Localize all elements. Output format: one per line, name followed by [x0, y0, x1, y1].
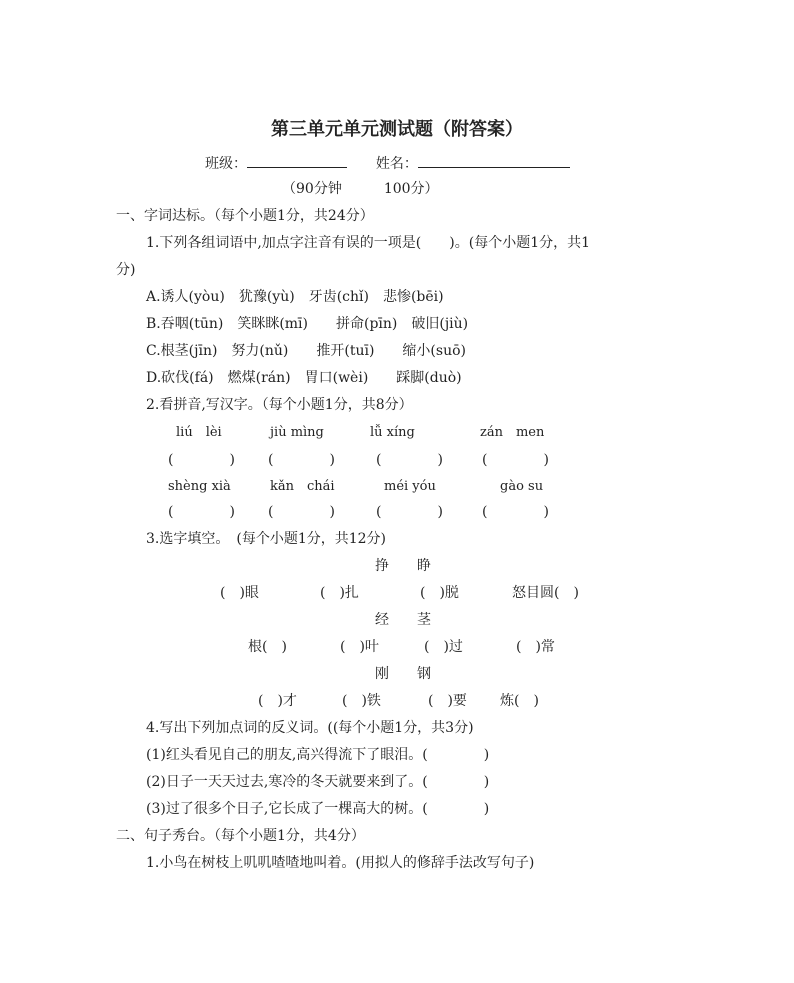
- answer-bracket[interactable]: ( ): [376, 504, 443, 520]
- q3-stem: 3.选字填空。 (每个小题1分，共12分): [146, 531, 387, 547]
- q1-option-d: D.砍伐(fá) 燃煤(rán) 胃口(wèi) 踩脚(duò): [146, 370, 462, 386]
- q3-group1-item-3[interactable]: ( )脱: [420, 585, 459, 601]
- answer-bracket[interactable]: ( ): [268, 452, 335, 468]
- q1-option-a: A.诱人(yòu) 犹豫(yù) 牙齿(chǐ) 悲惨(bēi): [146, 289, 444, 305]
- q3-group2-item-2[interactable]: ( )叶: [340, 639, 379, 655]
- q3-group3-item-2[interactable]: ( )铁: [342, 693, 381, 709]
- q4-item-2: (2)日子一天天过去,寒冷的冬天就要来到了。( ): [146, 774, 490, 790]
- q1-option-c: C.根茎(jīn) 努力(nǔ) 推开(tuī) 缩小(suō): [146, 343, 466, 359]
- answer-bracket[interactable]: ( ): [482, 452, 549, 468]
- q3-group1-item-2[interactable]: ( )扎: [320, 585, 359, 601]
- name-blank[interactable]: [418, 153, 570, 168]
- page-title: 第三单元单元测试题（附答案）: [271, 119, 523, 140]
- answer-bracket[interactable]: ( ): [268, 504, 335, 520]
- pinyin-mei-you: méi yóu: [384, 479, 436, 494]
- pinyin-jiu-ming: jiù mìng: [270, 425, 324, 440]
- q1-option-b: B.吞咽(tūn) 笑眯眯(mī) 拼命(pīn) 破旧(jiù): [146, 316, 469, 332]
- q3-group2-item-4[interactable]: ( )常: [516, 639, 555, 655]
- q4-item-1: (1)红头看见自己的朋友,高兴得流下了眼泪。( ): [146, 747, 490, 763]
- q3-group2-chars: 经 茎: [375, 612, 431, 628]
- section1-heading: 一、字词达标。（每个小题1分，共24分）: [116, 208, 374, 224]
- q2-stem: 2.看拼音,写汉字。（每个小题1分，共8分）: [146, 397, 413, 413]
- q3-group3-chars: 刚 钢: [375, 666, 431, 682]
- name-label: 姓名：: [375, 156, 418, 172]
- q4-item-3: (3)过了很多个日子,它长成了一棵高大的树。( ): [146, 801, 490, 817]
- class-blank[interactable]: [247, 153, 347, 168]
- q3-group2-item-1[interactable]: 根( ): [248, 639, 287, 655]
- q3-group2-item-3[interactable]: ( )过: [424, 639, 463, 655]
- q4-stem: 4.写出下列加点词的反义词。((每个小题1分，共3分): [146, 720, 474, 736]
- answer-bracket[interactable]: ( ): [168, 504, 235, 520]
- answer-bracket[interactable]: ( ): [376, 452, 443, 468]
- q3-group1-item-4[interactable]: 怒目圆( ): [512, 585, 579, 601]
- q3-group1-chars: 挣 睁: [375, 558, 431, 574]
- pinyin-sheng-xia: shèng xià: [168, 479, 231, 494]
- class-label: 班级：: [205, 156, 247, 172]
- q3-group1-item-1[interactable]: ( )眼: [220, 585, 259, 601]
- q1-stem-line1: 1.下列各组词语中,加点字注音有误的一项是( )。(每个小题1分，共1: [146, 235, 591, 251]
- time-info: （90分钟 100分）: [282, 181, 439, 197]
- q1-stem-line2: 分): [116, 262, 136, 278]
- pinyin-gao-su: gào su: [500, 479, 544, 494]
- q3-group3-item-3[interactable]: ( )要: [428, 693, 467, 709]
- q3-group3-item-4[interactable]: 炼( ): [500, 693, 539, 709]
- pinyin-liu-lei: liú lèi: [176, 425, 222, 440]
- answer-bracket[interactable]: ( ): [482, 504, 549, 520]
- pinyin-lv-xing: lǚ xíng: [370, 425, 415, 440]
- section2-heading: 二、句子秀台。（每个小题1分，共4分）: [116, 828, 365, 844]
- section2-q1: 1.小鸟在树枝上叽叽喳喳地叫着。(用拟人的修辞手法改写句子): [146, 855, 535, 871]
- header-info-row: [205, 153, 570, 173]
- answer-bracket[interactable]: ( ): [168, 452, 235, 468]
- q3-group3-item-1[interactable]: ( )才: [258, 693, 297, 709]
- pinyin-zan-men: zán men: [480, 425, 545, 440]
- pinyin-kan-chai: kǎn chái: [270, 479, 335, 494]
